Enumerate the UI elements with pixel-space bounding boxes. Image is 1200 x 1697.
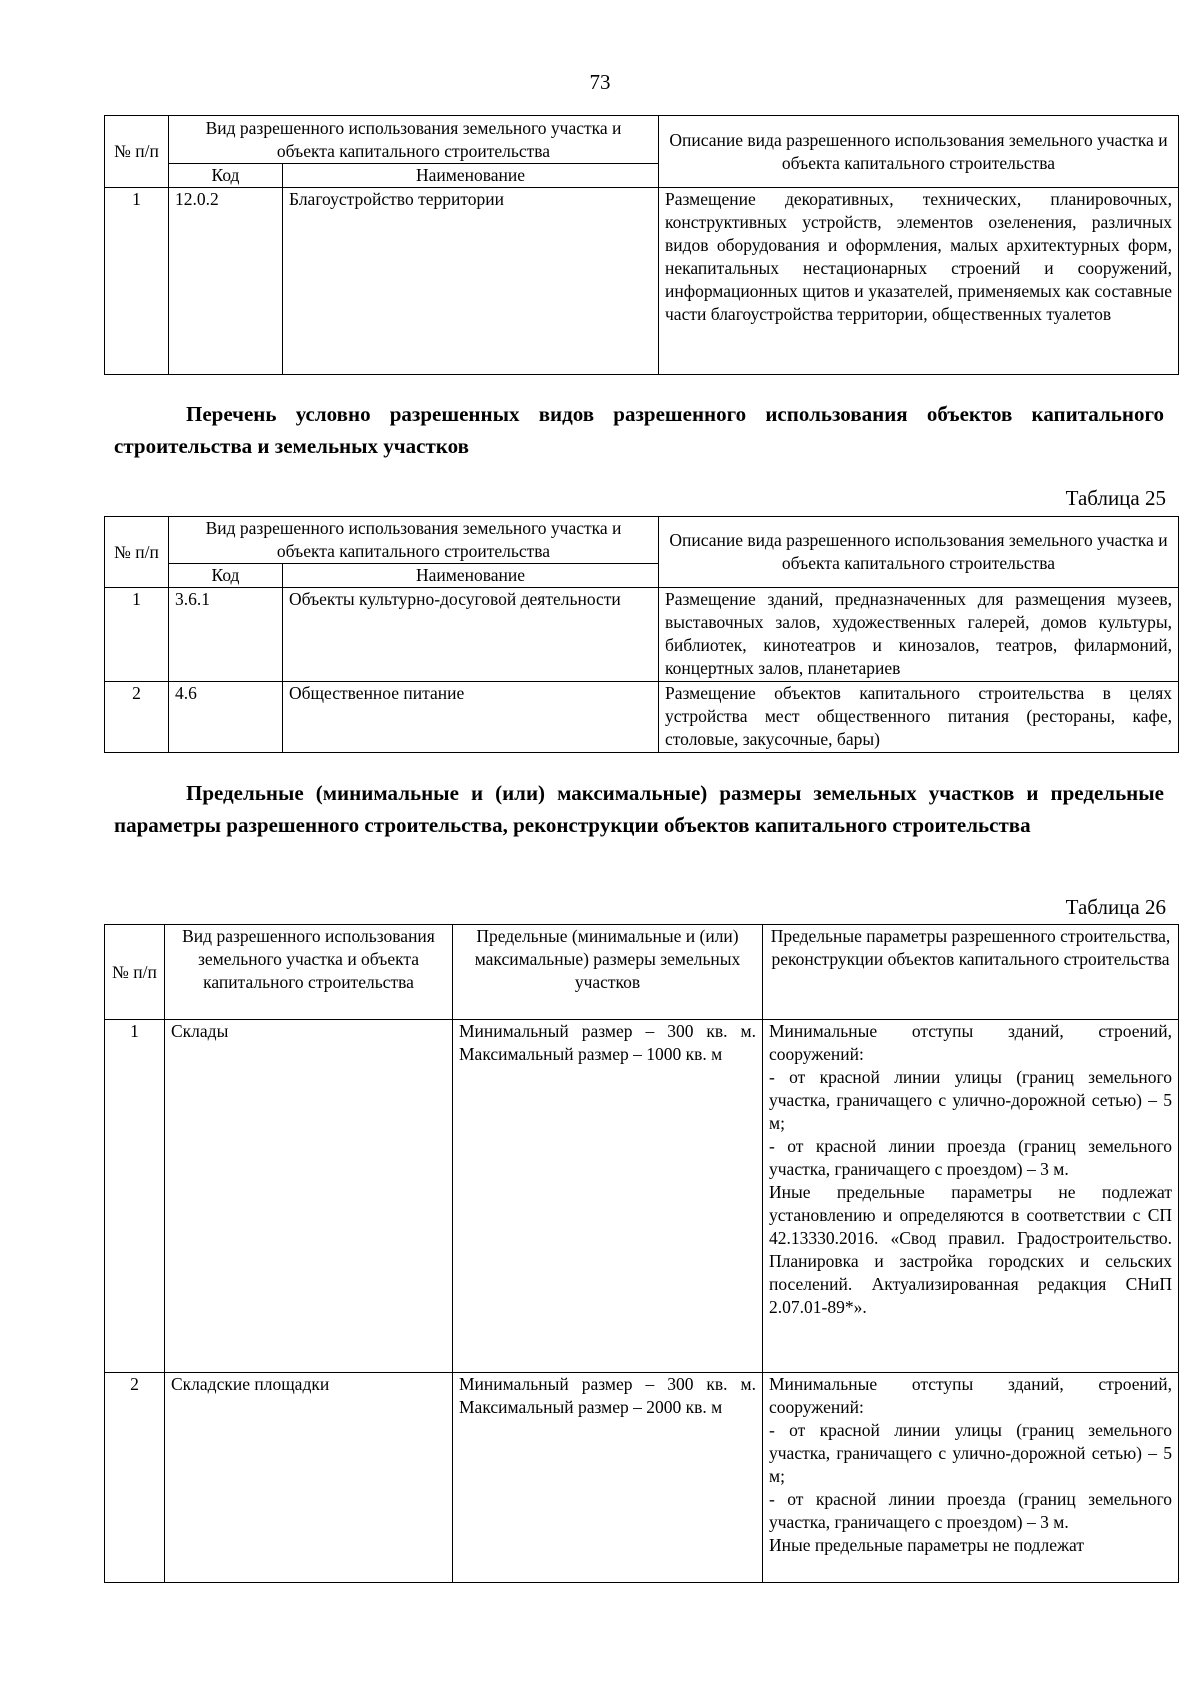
table-row [105, 1020, 1179, 1373]
header-vid: Вид разрешенного использования земельного участка и объекта капитального строительства [165, 925, 453, 1020]
table25-caption: Таблица 25 [1065, 486, 1166, 510]
table-row [105, 588, 1179, 682]
table-25 [104, 516, 1179, 753]
header-num: № п/п [105, 925, 165, 1020]
header-code: Код [169, 564, 283, 588]
row-description: Размещение объектов капитального строительства в целях устройства мест общественного питания (рестораны, кафе, столовые, закусочные, бары) [659, 682, 1179, 753]
table-row [105, 188, 1179, 375]
header-sizes: Предельные (минимальные и (или) максимальные) размеры земельных участков [453, 925, 763, 1020]
row-code: 4.6 [169, 682, 283, 753]
row-code: 12.0.2 [169, 188, 283, 375]
row-params: Минимальные отступы зданий, строений, сооружений: - от красной линии улицы (границ земельного участка, граничащего с улично-дорожной сетью) – 5 м; - от красной линии проезда (границ земельного участка, граничащего с проездом) – 3 м. Иные предельные параметры не подлежат установлению и определяются в соответствии с СП 42.13330.2016. «Свод правил. Градостроительство. Планировка и застройка городских и сельских поселений. Актуализированная редакция СНиП 2.07.01-89*». [763, 1020, 1179, 1373]
table26-caption: Таблица 26 [1065, 895, 1166, 919]
header-vid: Вид разрешенного использования земельного участка и объекта капитального строительства [169, 517, 659, 564]
row-name: Склады [165, 1020, 453, 1373]
heading-conditional-uses: Перечень условно разрешенных видов разрешенного использования объектов капитального строительства и земельных участков [114, 402, 1164, 458]
row-params: Минимальные отступы зданий, строений, сооружений: - от красной линии улицы (границ земельного участка, граничащего с улично-дорожной сетью) – 5 м; - от красной линии проезда (границ земельного участка, граничащего с проездом) – 3 м. Иные предельные параметры не подлежат [763, 1373, 1179, 1583]
header-num: № п/п [105, 116, 169, 188]
row-name: Общественное питание [283, 682, 659, 753]
row-name: Благоустройство территории [283, 188, 659, 375]
row-code: 3.6.1 [169, 588, 283, 682]
header-name: Наименование [283, 164, 659, 188]
row-num: 1 [105, 1020, 165, 1373]
header-params: Предельные параметры разрешенного строительства, реконструкции объектов капитального строительства [763, 925, 1179, 1020]
table-row [105, 1373, 1179, 1583]
land-use-table-continued [104, 115, 1179, 375]
row-num: 2 [105, 682, 169, 753]
row-name: Объекты культурно-досуговой деятельности [283, 588, 659, 682]
header-vid: Вид разрешенного использования земельного участка и объекта капитального строительства [169, 116, 659, 164]
row-num: 2 [105, 1373, 165, 1583]
header-code: Код [169, 164, 283, 188]
row-sizes: Минимальный размер – 300 кв. м. Максимальный размер – 1000 кв. м [453, 1020, 763, 1373]
row-name: Складские площадки [165, 1373, 453, 1583]
page-number: 73 [589, 70, 611, 94]
header-name: Наименование [283, 564, 659, 588]
header-description: Описание вида разрешенного использования земельного участка и объекта капитального строительства [659, 116, 1179, 188]
table-26 [104, 924, 1179, 1583]
table-row [105, 682, 1179, 753]
row-description: Размещение декоративных, технических, планировочных, конструктивных устройств, элементов озеленения, различных видов оборудования и оформления, малых архитектурных форм, некапитальных нестационарных строений и сооружений, информационных щитов и указателей, применяемых как составные части благоустройства территории, общественных туалетов [659, 188, 1179, 375]
row-num: 1 [105, 188, 169, 375]
row-sizes: Минимальный размер – 300 кв. м. Максимальный размер – 2000 кв. м [453, 1373, 763, 1583]
header-num: № п/п [105, 517, 169, 588]
row-num: 1 [105, 588, 169, 682]
heading-limit-sizes: Предельные (минимальные и (или) максимальные) размеры земельных участков и предельные параметры разрешенного строительства, реконструкции объектов капитального строительства [114, 781, 1164, 837]
header-description: Описание вида разрешенного использования земельного участка и объекта капитального строительства [659, 517, 1179, 588]
row-description: Размещение зданий, предназначенных для размещения музеев, выставочных залов, художественных галерей, домов культуры, библиотек, кинотеатров и кинозалов, театров, филармоний, концертных залов, планетариев [659, 588, 1179, 682]
